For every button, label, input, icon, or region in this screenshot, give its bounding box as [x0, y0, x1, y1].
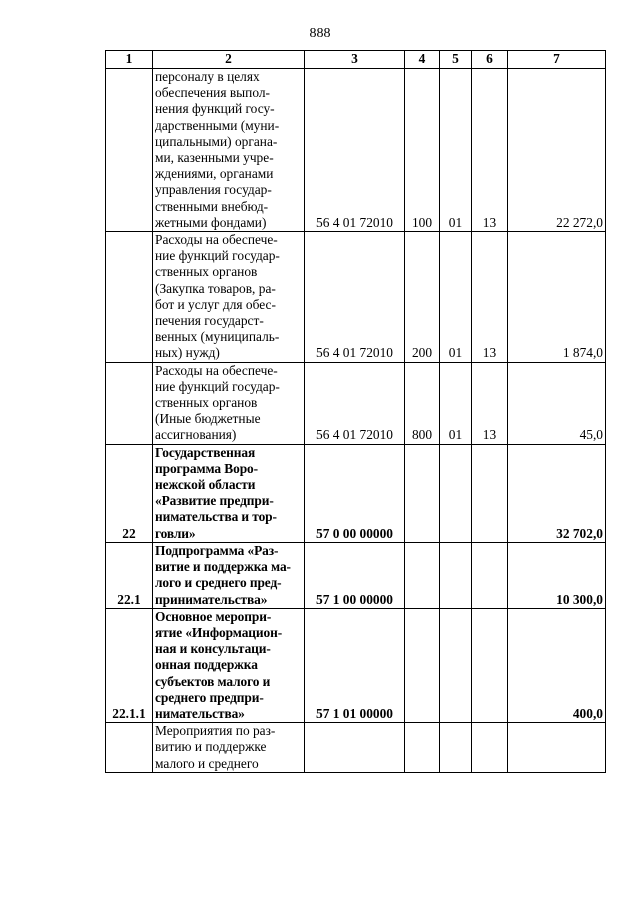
page-number: 888 [309, 26, 331, 41]
row-name-line: жетными фондами) [155, 214, 267, 230]
table-row [106, 444, 606, 542]
row-name-line: субъектов малого и [155, 673, 271, 689]
subsection-cell: 13 [472, 232, 508, 363]
expense-type-cell: 800 [405, 362, 440, 444]
section-cell: 01 [440, 362, 472, 444]
table-row [106, 608, 606, 722]
expense-type-cell: 200 [405, 232, 440, 363]
row-name-line: среднего предпри- [155, 689, 264, 705]
table-row [106, 362, 606, 444]
row-name-line: ственных органов [155, 264, 258, 280]
subsection-cell [472, 444, 508, 542]
target-code-cell [305, 723, 405, 773]
row-name-cell [153, 542, 305, 608]
target-code-cell: 57 1 01 00000 [305, 608, 405, 722]
table-row [106, 69, 606, 232]
row-name-line: ципальными) органа- [155, 133, 278, 149]
row-name-line: Расходы на обеспече- [155, 362, 278, 378]
row-name-cell [153, 723, 305, 773]
section-cell: 01 [440, 69, 472, 232]
row-number-cell: 22.1.1 [106, 608, 153, 722]
column-header: 2 [153, 51, 305, 69]
subsection-cell: 13 [472, 69, 508, 232]
row-name-cell [153, 444, 305, 542]
row-name-line: витию и поддержке [155, 739, 267, 755]
column-header: 6 [472, 51, 508, 69]
target-code-cell: 57 0 00 00000 [305, 444, 405, 542]
row-name-line: малого и среднего [155, 755, 259, 771]
row-name-line: нимательства» [155, 705, 245, 721]
row-name-line: ная и консультаци- [155, 641, 271, 657]
row-name-cell [153, 608, 305, 722]
row-name-line: Государственная [155, 444, 256, 460]
row-name-line: управления государ- [155, 182, 272, 198]
column-header: 4 [405, 51, 440, 69]
row-name-line: ных) нужд) [155, 345, 220, 361]
expense-type-cell [405, 608, 440, 722]
row-name-line: ние функций государ- [155, 248, 280, 264]
section-cell: 01 [440, 232, 472, 363]
row-number-cell [106, 232, 153, 363]
row-name-line: бот и услуг для обес- [155, 296, 276, 312]
row-name-line: Подпрограмма «Раз- [155, 542, 279, 558]
subsection-cell [472, 542, 508, 608]
row-name-line: (Иные бюджетные [155, 411, 261, 427]
column-header: 5 [440, 51, 472, 69]
row-name-line: принимательства» [155, 591, 268, 607]
target-code-cell: 57 1 00 00000 [305, 542, 405, 608]
amount-cell: 1 874,0 [508, 232, 606, 363]
expense-type-cell [405, 723, 440, 773]
table-row [106, 232, 606, 363]
row-number-cell [106, 69, 153, 232]
row-name-line: программа Воро- [155, 460, 259, 476]
header-row [106, 51, 606, 69]
row-name-line: Мероприятия по раз- [155, 723, 276, 739]
row-name-line: венных (муниципаль- [155, 329, 280, 345]
row-name-line: обеспечения выпол- [155, 85, 270, 101]
amount-cell: 45,0 [508, 362, 606, 444]
row-name-line: нежской области [155, 477, 256, 493]
row-name-line: ственными внебюд- [155, 198, 269, 214]
row-name-line: онная поддержка [155, 657, 258, 673]
table-row [106, 542, 606, 608]
row-name-line: (Закупка товаров, ра- [155, 280, 276, 296]
row-name-line: витие и поддержка ма- [155, 559, 291, 575]
row-name-line: ассигнования) [155, 427, 237, 443]
budget-table [105, 50, 606, 773]
subsection-cell: 13 [472, 362, 508, 444]
row-name-line: дарственными (муни- [155, 117, 280, 133]
amount-cell: 10 300,0 [508, 542, 606, 608]
amount-cell: 22 272,0 [508, 69, 606, 232]
row-name-line: «Развитие предпри- [155, 493, 274, 509]
column-header: 3 [305, 51, 405, 69]
row-name-cell [153, 362, 305, 444]
table-body [106, 69, 606, 773]
subsection-cell [472, 723, 508, 773]
target-code-cell: 56 4 01 72010 [305, 232, 405, 363]
row-name-line: ственных органов [155, 395, 258, 411]
amount-cell: 400,0 [508, 608, 606, 722]
row-name-line: нимательства и тор- [155, 509, 277, 525]
amount-cell [508, 723, 606, 773]
expense-type-cell [405, 444, 440, 542]
section-cell [440, 723, 472, 773]
row-name-line: персоналу в целях [155, 69, 260, 84]
column-header: 1 [106, 51, 153, 69]
table-row [106, 723, 606, 773]
row-number-cell [106, 723, 153, 773]
section-cell [440, 542, 472, 608]
section-cell [440, 608, 472, 722]
row-name-line: лого и среднего пред- [155, 575, 282, 591]
row-number-cell: 22 [106, 444, 153, 542]
subsection-cell [472, 608, 508, 722]
section-cell [440, 444, 472, 542]
column-header: 7 [508, 51, 606, 69]
target-code-cell: 56 4 01 72010 [305, 69, 405, 232]
row-name-line: ждениями, органами [155, 166, 274, 182]
row-name-line: ние функций государ- [155, 378, 280, 394]
row-name-line: печения государст- [155, 313, 264, 329]
amount-cell: 32 702,0 [508, 444, 606, 542]
row-name-cell [153, 232, 305, 363]
row-name-line: ми, казенными учре- [155, 150, 274, 166]
row-name-line: Основное меропри- [155, 608, 272, 624]
row-number-cell [106, 362, 153, 444]
row-number-cell: 22.1 [106, 542, 153, 608]
expense-type-cell: 100 [405, 69, 440, 232]
row-name-cell [153, 69, 305, 232]
row-name-line: Расходы на обеспече- [155, 232, 278, 248]
target-code-cell: 56 4 01 72010 [305, 362, 405, 444]
expense-type-cell [405, 542, 440, 608]
row-name-line: ятие «Информацион- [155, 624, 283, 640]
row-name-line: нения функций госу- [155, 101, 275, 117]
row-name-line: говли» [155, 525, 196, 541]
